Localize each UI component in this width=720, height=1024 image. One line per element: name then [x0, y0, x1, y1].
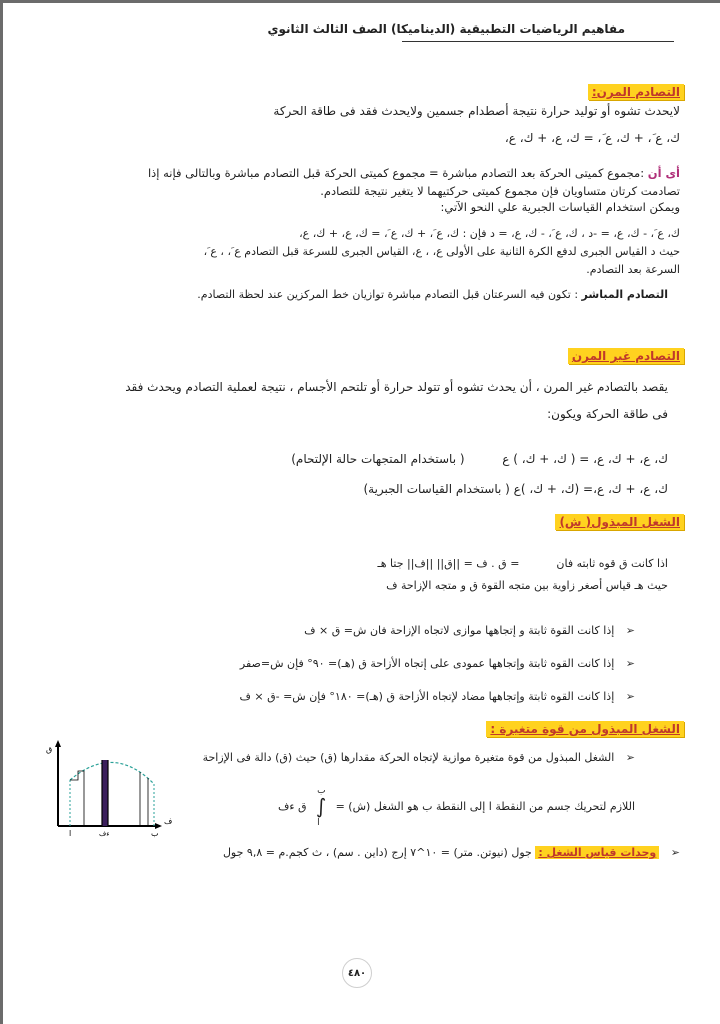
inelastic-algebraic-equation-row	[363, 481, 668, 497]
tick-label-b: ب	[151, 829, 159, 838]
algebraic-intro: ويمكن استخدام القياسات الجبرية علي النحو الآتي:	[440, 200, 680, 214]
work-bullet-parallel	[304, 623, 635, 639]
page-number-badge: ٤٨٠	[342, 958, 372, 988]
elastic-momentum-equation: ك، ع َ، + ك، ع َ، = ك، ع، + ك، ع،	[504, 131, 680, 145]
integral-sign	[310, 786, 332, 828]
arrow-bullet-icon: ➢	[625, 690, 635, 703]
that-is-label: أى أن	[647, 166, 680, 180]
riemann-steps-left	[70, 771, 84, 826]
inelastic-vector-equation-row	[291, 451, 668, 467]
elastic-definition: لايحدث تشوه أو توليد حرارة نتيجة أصطدام جسمين ولايحدث فقد فى طاقة الحركة	[273, 104, 680, 118]
arrow-bullet-icon: ➢	[625, 751, 635, 764]
work-integral-row	[277, 786, 635, 828]
work-units-label: وحدات قياس الشغل :	[535, 846, 659, 859]
bullet-result: فإن ش= -ق × ف	[239, 690, 326, 703]
heading-elastic-collision: التصادم المرن:	[588, 84, 684, 100]
momentum-conservation-line1	[148, 165, 680, 181]
inelastic-definition-line2: فى طاقة الحركة ويكون:	[547, 407, 668, 421]
algebraic-equations: ك، ع َ، - ك، ع، = -د ، ك، ع َ، - ك، ع، = د فإن : ك، ع َ، + ك، ع َ، = ك، ع، + ك، ع،	[299, 227, 680, 240]
constant-force-text: اذا كانت ق قوه ثابته فان	[556, 557, 668, 570]
inelastic-algebraic-equation: ك، ع، + ك، ع،= (ك، + ك، )ع	[513, 482, 668, 496]
momentum-conservation-text: :مجموع كميتى الحركة بعد التصادم مباشرة = مجموع كميتى الحركة قبل التصادم مباشرة وبالتالى فإنه إذا	[147, 166, 645, 180]
direct-collision-label: التصادم المباشر	[581, 288, 668, 301]
integral-lower-limit: ا	[317, 818, 320, 828]
inelastic-vector-note: ( باستخدام المتجهات حالة الإلتحام)	[291, 452, 465, 466]
page-left-border	[0, 0, 3, 1024]
inelastic-definition-line1: يقصد بالتصادم غير المرن ، أن يحدث تشوه أو تتولد حرارة أو تلتحم الأجسام ، نتيجة لعملية التصادم ويحدث فقد	[125, 380, 668, 394]
header-rule	[402, 41, 674, 42]
work-bullet-opposite	[239, 689, 635, 705]
force-curve	[70, 762, 154, 784]
area-strip	[102, 760, 108, 826]
bullet-text: إذا كانت القوه ثابتة وإتجاهها عمودى على إتجاه الأزاحة ق (هـ)= ٩٠°	[307, 657, 615, 670]
variable-force-bullet	[203, 750, 635, 766]
impulse-definition: حيث د القياس الجبرى لدفع الكرة الثانية على الأولى ع، ، ع، القياس الجبرى للسرعة قبل التصادم ع َ، ، ع َ،	[203, 245, 680, 258]
momentum-conservation-line2: تصادمت كرتان متساويان فإن مجموع كميتى حركتيهما لا يتغير نتيجة للتصادم.	[320, 184, 680, 198]
heading-variable-force-work: الشغل المبذول من قوة متغيرة :	[486, 721, 684, 737]
x-axis-label: ف	[164, 817, 173, 826]
integral-upper-limit: ب	[317, 786, 326, 796]
bullet-text: إذا كانت القوة ثابتة و إتجاهها موازى لاتجاه الإزاحة فان	[369, 624, 615, 637]
variable-force-text: الشغل المبذول من قوة متغيرة موازية لإتجاه الحركة مقدارها (ق) حيث (ق) دالة فى الإزاحة	[202, 751, 615, 764]
force-displacement-graph	[36, 738, 176, 838]
page-top-border	[0, 0, 720, 3]
work-bullet-perpendicular	[240, 656, 635, 672]
velocity-after-collision: السرعة بعد التصادم.	[586, 263, 680, 276]
work-units-row	[223, 845, 680, 861]
direct-collision-line	[197, 287, 668, 303]
arrow-bullet-icon: ➢	[625, 624, 635, 637]
bullet-result: فإن ش=صفر	[239, 657, 304, 670]
inelastic-algebraic-note: ( باستخدام القياسات الجبرية)	[363, 482, 510, 496]
y-axis-label: ق	[46, 745, 53, 754]
y-axis-arrow-icon	[55, 740, 61, 747]
bullet-text: إذا كانت القوه ثابتة وإتجاهها مضاد لإتجاه الأزاحة ق (هـ)= ١٨٠°	[329, 690, 615, 703]
angle-definition: حيث هـ قياس أصغر زاوية بين متجه القوة ق و متجه الإزاحة ف	[386, 579, 668, 592]
integral-icon: ∫	[315, 794, 327, 818]
arrow-bullet-icon: ➢	[670, 846, 680, 859]
tick-label-dx: ءف	[99, 830, 110, 838]
page-header-title: مفاهيم الرياضيات التطبيقية (الديناميكا) الصف الثالث الثانوي	[267, 22, 625, 36]
direct-collision-text: : تكون فيه السرعتان قبل التصادم مباشرة توازيان خط المركزين عند لحظة التصادم.	[197, 288, 579, 301]
heading-inelastic-collision: التصادم غير المرن	[568, 348, 684, 364]
heading-work-done: الشغل المبذول( ش)	[555, 514, 684, 530]
constant-force-work-row	[378, 556, 669, 572]
tick-label-a: ا	[69, 829, 72, 838]
work-dot-product-equation: = ق . ف = ||ق|| ||ف|| جتا هـ	[377, 557, 520, 570]
work-units-text: جول (نيوتن. متر) = ١٠^٧ إرج (داين . سم) ، ث كجم.م = ٩,٨ جول	[222, 846, 532, 859]
integrand: ق ءف	[277, 800, 307, 813]
work-integral-text: اللازم لتحريك جسم من النقطة ا إلى النقطة ب هو الشغل (ش) =	[335, 800, 635, 813]
bullet-result: ش= ق × ف	[304, 624, 367, 637]
inelastic-vector-equation: ك، ع، + ك، ع، = ( ك، + ك، ) ع	[502, 452, 668, 466]
arrow-bullet-icon: ➢	[625, 657, 635, 670]
